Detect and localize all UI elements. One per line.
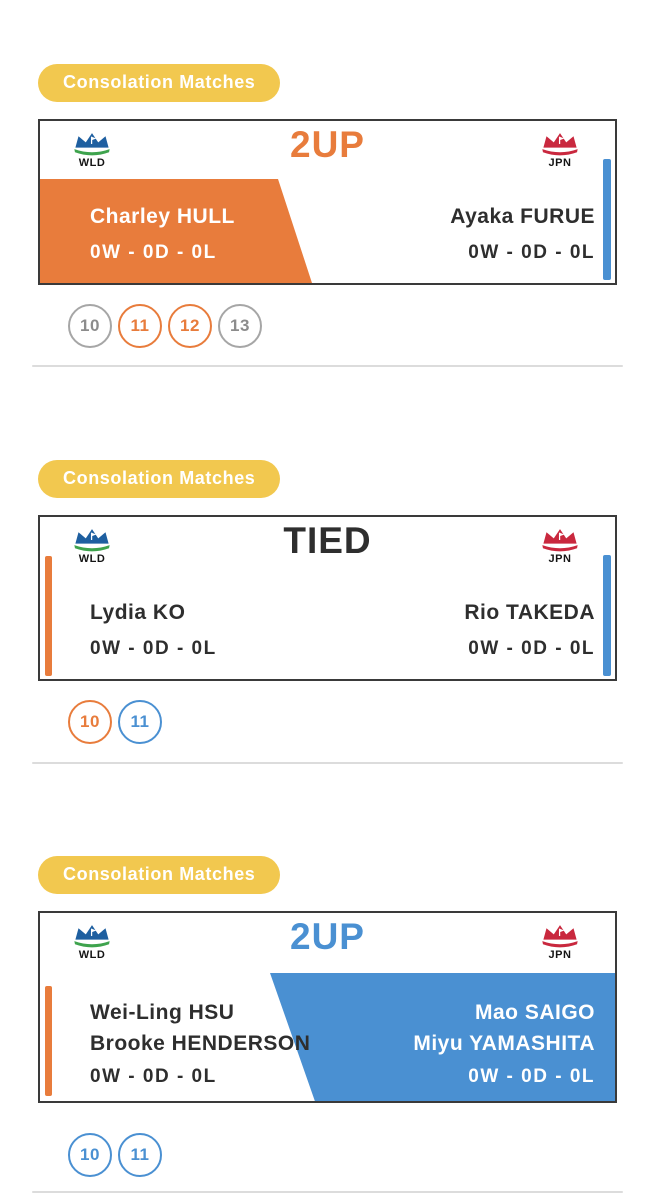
hole-circle: 10	[68, 1133, 112, 1177]
match-card-2[interactable]	[38, 515, 617, 681]
match-card-1[interactable]	[38, 119, 617, 285]
player-name: Ayaka FURUE	[450, 205, 595, 228]
match-section-2	[38, 460, 617, 744]
jpn-team-logo	[535, 131, 585, 169]
wld-crown-icon	[69, 527, 115, 554]
section-divider	[32, 1191, 623, 1193]
wld-accent-bar	[45, 986, 52, 1096]
hole-circle: 11	[118, 1133, 162, 1177]
jpn-team-logo	[535, 527, 585, 565]
player-name: Wei-Ling HSU	[90, 1001, 235, 1024]
jpn-team-logo	[535, 923, 585, 961]
jpn-crown-icon	[537, 923, 583, 950]
player-name: Mao SAIGO	[474, 1001, 595, 1024]
right-player-column	[413, 997, 595, 1088]
left-player-column	[90, 997, 310, 1088]
hole-circle: 13	[218, 304, 262, 348]
wld-crown-icon	[69, 131, 115, 158]
player-record: 0W - 0D - 0L	[90, 1066, 217, 1087]
player-name: Charley HULL	[90, 205, 235, 228]
player-name: Miyu YAMASHITA	[413, 1032, 595, 1055]
section-divider	[32, 365, 623, 367]
jpn-crown-icon	[537, 131, 583, 158]
wld-team-logo	[67, 527, 117, 565]
jpn-team-code: JPN	[548, 949, 572, 961]
wld-team-code: WLD	[78, 553, 106, 565]
wld-team-code: WLD	[78, 949, 106, 961]
wld-crown-icon	[69, 923, 115, 950]
hole-circle: 10	[68, 304, 112, 348]
wld-accent-bar	[45, 556, 52, 676]
match-section-1	[38, 64, 617, 348]
hole-results-row	[68, 1133, 617, 1177]
jpn-accent-bar	[603, 555, 611, 676]
hole-results-row	[68, 700, 617, 744]
left-player-column	[90, 597, 217, 660]
player-name: Brooke HENDERSON	[90, 1032, 311, 1055]
hole-circle: 12	[168, 304, 212, 348]
match-card-3[interactable]	[38, 911, 617, 1103]
right-player-column	[464, 597, 595, 660]
wld-team-code: WLD	[78, 157, 106, 169]
hole-results-row	[68, 304, 617, 348]
match-section-3	[38, 856, 617, 1177]
match-status: 2UP	[290, 124, 365, 165]
consolation-badge: Consolation Matches	[38, 64, 280, 102]
player-record: 0W - 0D - 0L	[468, 242, 595, 263]
hole-circle: 11	[118, 700, 162, 744]
consolation-badge: Consolation Matches	[38, 856, 280, 894]
player-name: Rio TAKEDA	[464, 601, 595, 624]
wld-team-logo	[67, 131, 117, 169]
jpn-crown-icon	[537, 527, 583, 554]
player-record: 0W - 0D - 0L	[90, 638, 217, 659]
player-record: 0W - 0D - 0L	[468, 1066, 595, 1087]
consolation-badge: Consolation Matches	[38, 460, 280, 498]
hole-circle: 10	[68, 700, 112, 744]
match-status: 2UP	[290, 916, 365, 957]
jpn-team-code: JPN	[548, 553, 572, 565]
player-name: Lydia KO	[90, 601, 186, 624]
jpn-accent-bar	[603, 159, 611, 280]
jpn-team-code: JPN	[548, 157, 572, 169]
left-player-column	[90, 201, 235, 264]
player-record: 0W - 0D - 0L	[468, 638, 595, 659]
wld-team-logo	[67, 923, 117, 961]
right-player-column	[450, 201, 595, 264]
player-record: 0W - 0D - 0L	[90, 242, 217, 263]
section-divider	[32, 762, 623, 764]
match-status: TIED	[283, 520, 372, 561]
hole-circle: 11	[118, 304, 162, 348]
